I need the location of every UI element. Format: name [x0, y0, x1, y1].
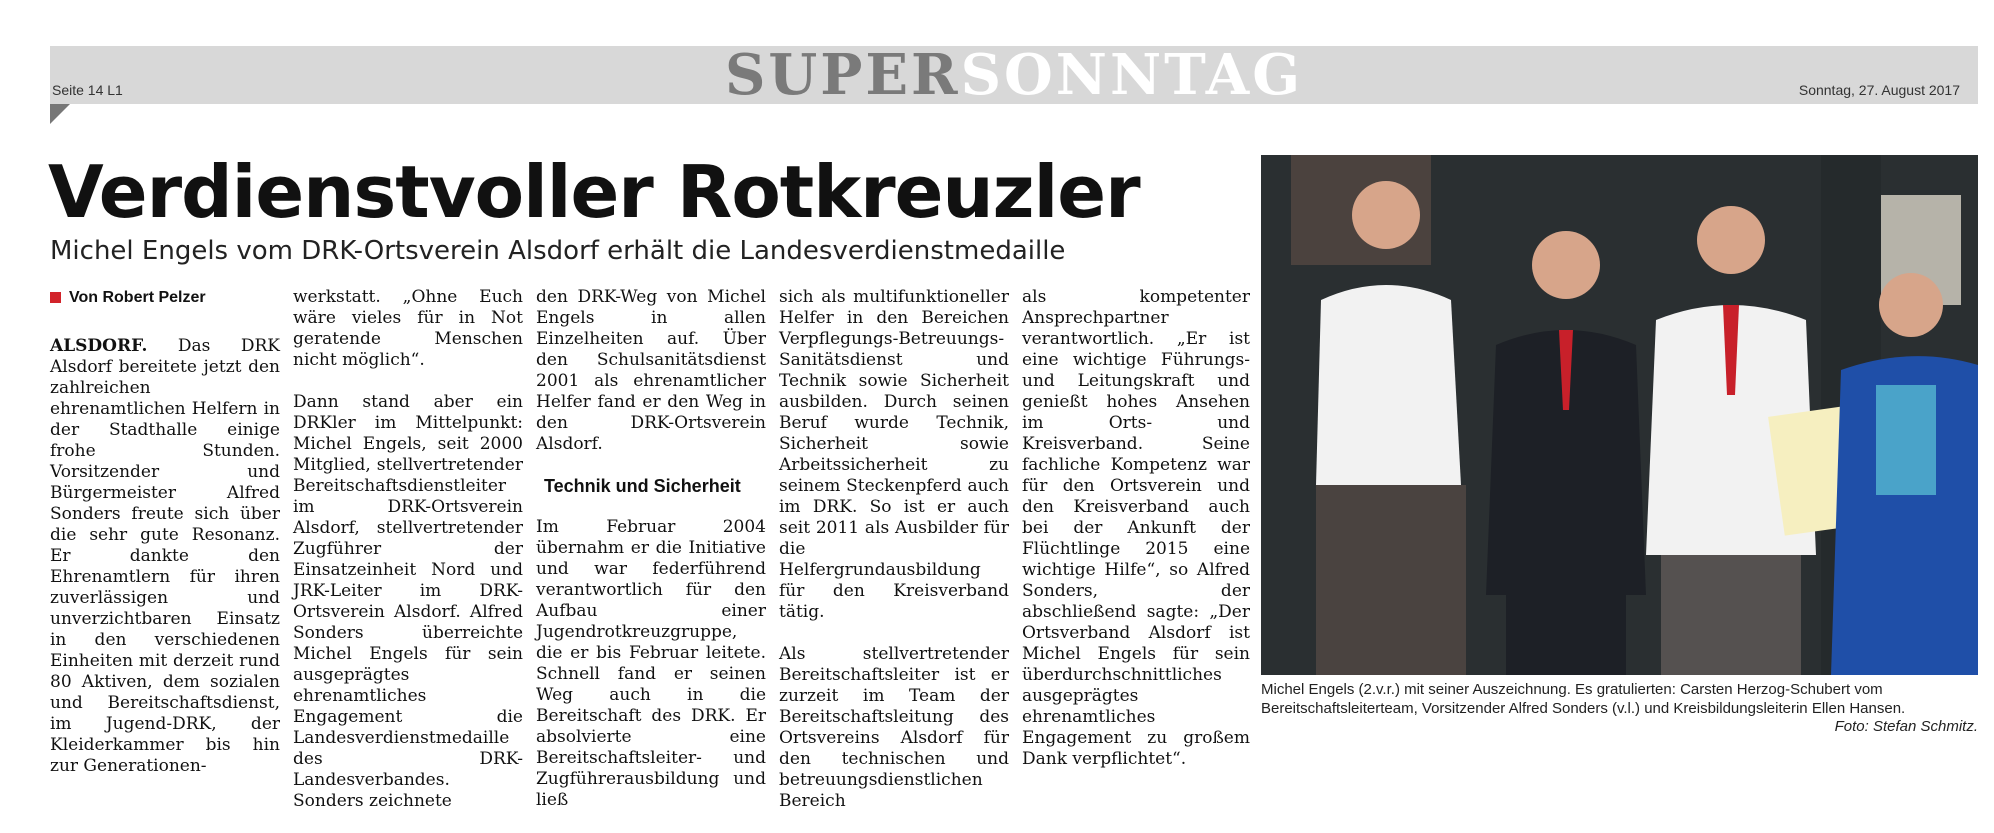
article-paragraph: den DRK-Weg von Michel Engels in allen Einzelheiten auf. Über den Schulsanitätsdienst 2001 als ehrenamtlicher Helfer fand er den Weg in den DRK-Ortsverein Alsdorf. — [536, 287, 766, 454]
photo-caption: Michel Engels (2.v.r.) mit seiner Auszeichnung. Es gratulierten: Carsten Herzog-Schubert vom Bereitschaftsleiterteam, Vorsitzender Alfred Sonders (v.l.) und Kreisbildungsleiterin Ellen Hansen. — [1261, 681, 1906, 717]
article-column-4 — [779, 287, 1009, 833]
masthead-logo-part2: SONNTAG — [960, 42, 1304, 108]
photo-illustration — [1261, 155, 1978, 675]
article-paragraph: als kompetenter Ansprechpartner verantwortlich. „Er ist eine wichtige Führungs- und Leitungskraft und genießt hohes Ansehen im Orts- und Kreisverband. Seine fachliche Kompetenz war für den Ortsverein und den Kreisverband auch bei der Ankunft der Flüchtlinge 2015 eine wichtige Hilfe“, so Alfred Sonders, der abschließend sagte: „Der Ortsverband Alsdorf ist Michel Engels für sein überdurchschnittliches ausgeprägtes ehrenamtliches Engagement zu großem Dank verpflichtet“. — [1022, 287, 1250, 769]
byline — [50, 287, 280, 308]
masthead-logo-part1: SUPER — [724, 42, 961, 108]
article-photo — [1261, 155, 1978, 675]
article-headline: Verdienstvoller Rotkreuzler — [48, 150, 1140, 234]
page-number: Seite 14 L1 — [52, 82, 123, 98]
article-paragraph: Im Februar 2004 übernahm er die Initiative und war federführend verantwortlich für den Aufbau einer Jugendrotkreuzgruppe, die er bis Februar leitete. Schnell fand er seinen Weg auch in die Bereitschaft des DRK. Er absolvierte eine Bereitschaftsleiter- und Zugführerausbildung und ließ — [536, 517, 766, 810]
article-paragraph: Als stellvertretender Bereitschaftsleiter ist er zurzeit im Team der Bereitschaftsleitung des Ortsvereins Alsdorf für den technischen und betreuungsdienstlichen Bereich — [779, 644, 1009, 811]
article-column-2 — [293, 287, 523, 833]
article-column-3 — [536, 287, 766, 832]
issue-date: Sonntag, 27. August 2017 — [1798, 82, 1960, 98]
article-paragraph: werkstatt. „Ohne Euch wäre vieles für in Not geratende Menschen nicht möglich“. — [293, 287, 523, 370]
byline-marker-icon — [50, 292, 61, 303]
dateline: ALSDORF. — [50, 336, 148, 356]
article-paragraph: Dann stand aber ein DRKler im Mittelpunkt: Michel Engels, seit 2000 Mitglied, stellvertretender Bereitschaftsdienstleiter im DRK-Ortsverein Alsdorf, stellvertretender Zugführer der Einsatzeinheit Nord und JRK-Leiter im DRK-Ortsverein Alsdorf. Alfred Sonders überreichte Michel Engels für sein ausgeprägtes ehrenamtliches Engagement die Landesverdienstmedaille des DRK-Landesverbandes. Sonders zeichnete — [293, 392, 523, 811]
paragraph-text: Das DRK Alsdorf bereitete jetzt den zahlreichen ehrenamtlichen Helfern in der Stadthalle einige frohe Stunden. Vorsitzender und Bürgermeister Alfred Sonders freute sich über die sehr gute Resonanz. Er dankte den Ehrenamtlern für ihren zuverlässigen und unverzichtbaren Einsatz in den verschiedenen Einheiten mit derzeit rund 80 Aktiven, dem sozialen und Bereitschaftsdienst, im Jugend-DRK, der Kleiderkammer bis hin zur Generationen- — [50, 336, 280, 776]
article-paragraph — [50, 336, 280, 777]
byline-text: Von Robert Pelzer — [69, 289, 206, 306]
article-column-1 — [50, 287, 280, 798]
article-subhead: Michel Engels vom DRK-Ortsverein Alsdorf erhält die Landesverdienstmedaille — [50, 236, 1066, 266]
section-heading: Technik und Sicherheit — [544, 476, 741, 496]
masthead-logo — [0, 40, 1994, 110]
photo-credit: Foto: Stefan Schmitz. — [1834, 718, 1978, 735]
article-paragraph: sich als multifunktioneller Helfer in den Bereichen Verpflegungs-Betreuungs-Sanitätsdienst und Technik sowie Sicherheit ausbilden. Durch seinen Beruf wurde Technik, Sicherheit sowie Arbeitssicherheit zu seinem Steckenpferd auch im DRK. So ist er auch seit 2011 als Ausbilder für die Helfergrundausbildung für den Kreisverband tätig. — [779, 287, 1009, 622]
article-column-5 — [1022, 287, 1250, 791]
